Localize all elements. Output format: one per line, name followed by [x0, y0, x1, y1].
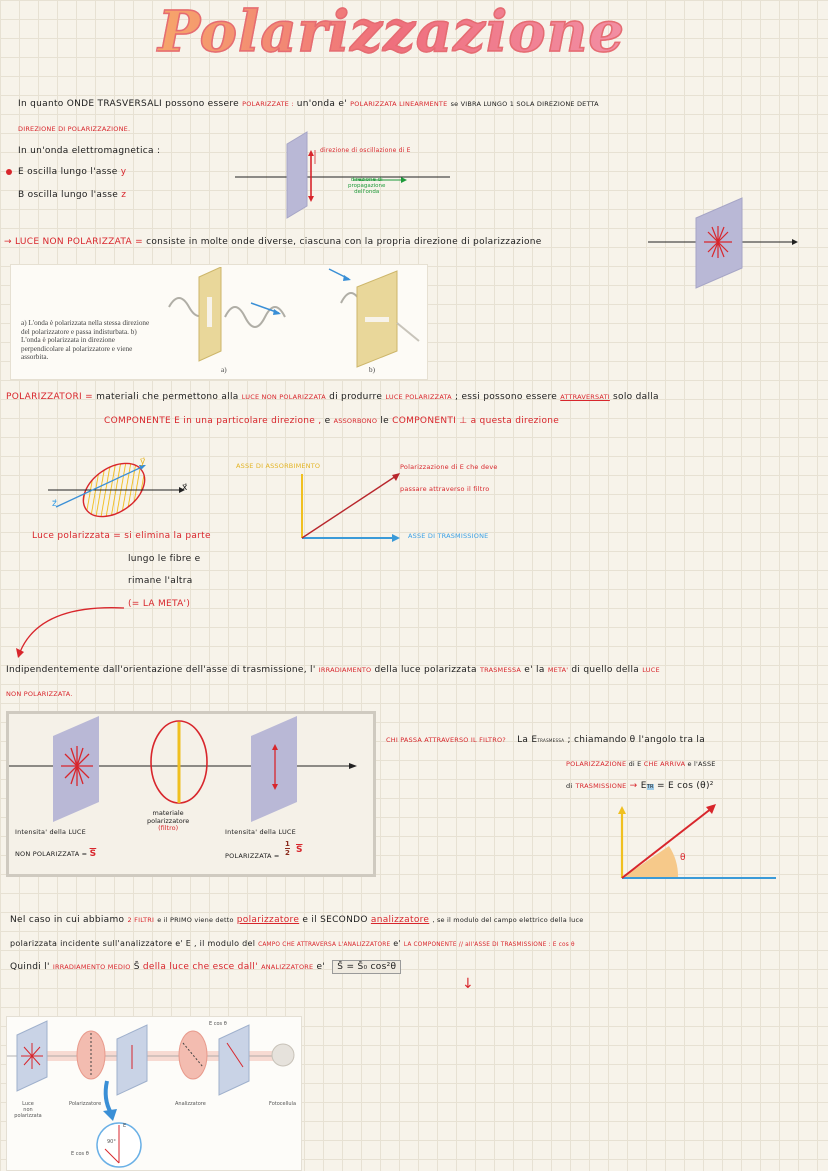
two-filters-highlight: LA COMPONENTE // all'ASSE DI TRASMISSIONE : E cos θ [403, 942, 575, 948]
question-text: CHI PASSA ATTRAVERSO IL FILTRO? [386, 736, 506, 744]
polarizers-highlight: LUCE NON POLARIZZATA [241, 393, 326, 401]
intro-highlight: POLARIZZATE : [242, 100, 294, 108]
intro-highlight: POLARIZZATA LINEARMENTE [350, 100, 448, 108]
question-text: di [566, 782, 573, 790]
material-text: materiale [152, 809, 184, 817]
theta-label: θ [680, 853, 686, 863]
e-polarization-label-1: Polarizzazione di E che deve [400, 463, 498, 471]
filter-question-line-2 [566, 758, 716, 770]
question-text: e l'ASSE [687, 760, 716, 768]
e-polarization-label-2: passare attraverso il filtro [400, 485, 490, 493]
two-filters-text: e il SECONDO [302, 915, 368, 925]
polarizers-text: le [380, 416, 389, 426]
photo-label: Luce [22, 1101, 34, 1107]
unpolarized-term: LUCE NON POLARIZZATA = [15, 237, 143, 247]
ellipse-filter-diagram [48, 452, 198, 530]
polarizers-highlight: ATTRAVERSATI [560, 393, 610, 401]
polarized-intensity-1: Intensita' della LUCE [225, 828, 296, 836]
question-highlight: CHE ARRIVA [643, 760, 686, 768]
two-filter-illustration [7, 1017, 301, 1170]
two-filter-photo [6, 1016, 302, 1171]
label-ecos-top: E cos θ [209, 1021, 227, 1027]
two-filters-line-2 [10, 938, 575, 951]
intensity-text: NON POLARIZZATA = [15, 850, 88, 858]
question-answer: ; chiamando θ l'angolo tra la [567, 735, 706, 745]
curved-arrow-icon [10, 600, 130, 662]
photo-label: non polarizzata [14, 1107, 42, 1119]
irradiance-text: di quello della [571, 665, 640, 675]
z-axis-label: z⃗ [52, 499, 58, 509]
two-filters-highlight: polarizzatore [236, 915, 300, 925]
unpolarized-intensity-2 [15, 848, 96, 860]
intro-text: un'onda e' [296, 99, 347, 109]
ellipse-note-1 [32, 530, 211, 542]
polarized-intensity-2 [225, 850, 280, 862]
axes-diagram [298, 470, 408, 542]
irradiance-text: Indipendentemente dall'orientazione dell'asse di trasmissione, l' [6, 665, 316, 675]
label-analyzer: Analizzatore [175, 1101, 206, 1107]
ellipse-note-4: (= LA META') [128, 599, 191, 609]
label-ecos-bottom: E cos θ [71, 1151, 89, 1157]
subscript: TR [646, 784, 654, 790]
polarizers-text: e [324, 416, 331, 426]
polarizers-term: POLARIZZATORI = [6, 392, 93, 402]
two-filters-highlight: ANALIZZATORE [261, 963, 314, 971]
question-answer: La E [517, 735, 538, 745]
two-filters-text: e il PRIMO viene detto [157, 916, 234, 924]
polarizers-line-1 [6, 391, 659, 403]
polarizers-text: di produrre [329, 392, 383, 402]
subscript: TRASMESSA [537, 738, 565, 743]
two-filters-text: e' [393, 939, 401, 948]
propagation-text: direzione di [350, 177, 383, 183]
intro-line-3: In un'onda elettromagnetica : [18, 146, 161, 156]
question-highlight: POLARIZZAZIONE [566, 760, 627, 768]
ellipse-note-text: Luce polarizzata = si elimina la parte [32, 531, 211, 541]
absorb-axis-label: ASSE DI ASSORBIMENTO [236, 462, 321, 470]
intro-text: B oscilla lungo l'asse [18, 190, 119, 200]
arrow-icon: → [629, 781, 638, 791]
photo-label-a: a) [221, 366, 227, 374]
irradiance-highlight: IRRADIAMENTO [318, 666, 372, 674]
propagation-text: dell'onda [354, 189, 380, 195]
angle-diagram [614, 800, 784, 884]
polarizers-highlight: COMPONENTE E in una particolare direzione , [104, 416, 322, 426]
polarized-wave-diagram [235, 124, 450, 224]
half-fraction [285, 840, 290, 857]
two-filters-highlight: CAMPO CHE ATTRAVERSA L'ANALIZZATORE [258, 942, 391, 948]
axis-letter: z [121, 190, 127, 200]
polarizer-illustration [161, 267, 423, 375]
two-filters-highlight: della luce che esce dall' [142, 962, 258, 972]
oscillation-label: direzione di oscillazione di E [320, 147, 411, 154]
intro-text: ONDE TRASVERSALI [66, 99, 162, 109]
filter-question-line-3 [566, 780, 714, 793]
formula-text: = E cos (θ)² [657, 781, 714, 791]
polarizers-text: ; essi possono essere [454, 392, 558, 402]
two-filters-highlight: analizzatore [370, 915, 430, 925]
intensity-symbol: $\overline{S}$ [296, 845, 303, 855]
polarizers-highlight: COMPONENTI ⊥ a questa direzione [392, 416, 560, 426]
irradiance-line-2: NON POLARIZZATA. [6, 690, 73, 698]
unpolarized-diagram [648, 196, 800, 292]
y-axis-label: y⃗ [140, 457, 146, 467]
arrow-icon: → [4, 237, 12, 247]
photo-label-b: b) [369, 366, 375, 374]
unpolarized-intensity-1: Intensita' della LUCE [15, 828, 86, 836]
polarizers-highlight: ASSORBONO [333, 417, 378, 425]
x-axis-label: x⃗ [182, 483, 188, 493]
question-text: di E [628, 760, 642, 768]
intro-line-1 [18, 98, 599, 110]
filter-diagram-box [6, 711, 376, 877]
propagation-text: propagazione [348, 183, 386, 189]
intro-line-4 [18, 166, 126, 178]
fraction-num: 1 [285, 840, 290, 848]
intro-text: E oscilla lungo l'asse [18, 167, 118, 177]
page-title: Polarizzazione [158, 0, 625, 65]
down-arrow-icon: ↓ [462, 976, 474, 992]
irradiance-highlight: LUCE [642, 666, 660, 674]
label-unpolarized [11, 1101, 45, 1119]
two-filters-line-1 [10, 914, 583, 926]
two-filters-text: , se il modulo del campo elettrico della luce [432, 916, 584, 924]
two-filters-text: Nel caso in cui abbiamo [10, 915, 125, 925]
label-photocell: Fotocellula [269, 1101, 297, 1107]
label-polarizer: Polarizzatore [69, 1101, 102, 1107]
intro-text: possono essere [165, 99, 239, 109]
polarizer-photo [10, 264, 428, 380]
photo-caption: a) L'onda è polarizzata nella stessa direzione del polarizzatore e passa indisturbata. b) L'onda è polarizzata in direzione perpendicolare al polarizzatore e viene assorbita. [21, 319, 150, 362]
irradiance-text: della luce polarizzata [374, 665, 477, 675]
filter-question-line-1 [386, 734, 705, 747]
formula-text: E [640, 781, 647, 791]
propagation-label [348, 177, 385, 195]
ellipse-note-3: rimane l'altra [128, 576, 193, 586]
filter-material-label [147, 810, 189, 833]
axis-letter: y [120, 167, 127, 177]
two-filters-line-3 [10, 961, 401, 973]
intro-line-5 [18, 189, 126, 201]
two-filters-text: Quindi l' [10, 962, 50, 972]
intensity-symbol: $\overline{S}$ [89, 849, 97, 859]
irradiance-text: e' la [524, 665, 545, 675]
trans-axis-label: ASSE DI TRASMISSIONE [408, 532, 489, 540]
unpolarized-line [4, 236, 542, 248]
polarizers-line-2 [104, 415, 559, 427]
polarizers-highlight: LUCE POLARIZZATA [385, 393, 452, 401]
fraction-den: 2 [285, 849, 290, 857]
intro-text: se VIBRA LUNGO 1 SOLA DIREZIONE DETTA [450, 100, 599, 108]
polarizers-text: materiali che permettono alla [96, 392, 239, 402]
two-filters-text: polarizzata incidente sull'analizzatore e' E , il modulo del [10, 939, 256, 948]
irradiance-highlight: META' [547, 666, 569, 674]
label-e: E [123, 1123, 127, 1129]
polarizers-text: solo dalla [613, 392, 659, 402]
two-filters-highlight: IRRADIAMENTO MEDIO [52, 963, 131, 971]
question-highlight: TRASMISSIONE [575, 782, 627, 790]
malus-law-formula: S̄ = S̄₀ cos²θ [332, 960, 401, 974]
two-filters-highlight: 2 FILTRI [127, 916, 155, 924]
intro-text: In quanto [18, 99, 64, 109]
two-filters-text: e' [316, 962, 326, 972]
ellipse-note-2: lungo le fibre e [128, 554, 201, 564]
two-filters-symbol: S̄ [133, 962, 140, 972]
bullet-icon [6, 169, 12, 175]
irradiance-highlight: TRASMESSA [479, 666, 522, 674]
material-text: (filtro) [158, 824, 179, 832]
intensity-text: POLARIZZATA = [225, 852, 280, 860]
irradiance-line-1 [6, 664, 660, 676]
intro-line-2: DIREZIONE DI POLARIZZAZIONE. [18, 125, 131, 133]
material-text: polarizzatore [147, 816, 190, 825]
unpolarized-text: consiste in molte onde diverse, ciascuna con la propria direzione di polarizzazione [146, 237, 542, 247]
label-angle: 90° [107, 1139, 116, 1145]
